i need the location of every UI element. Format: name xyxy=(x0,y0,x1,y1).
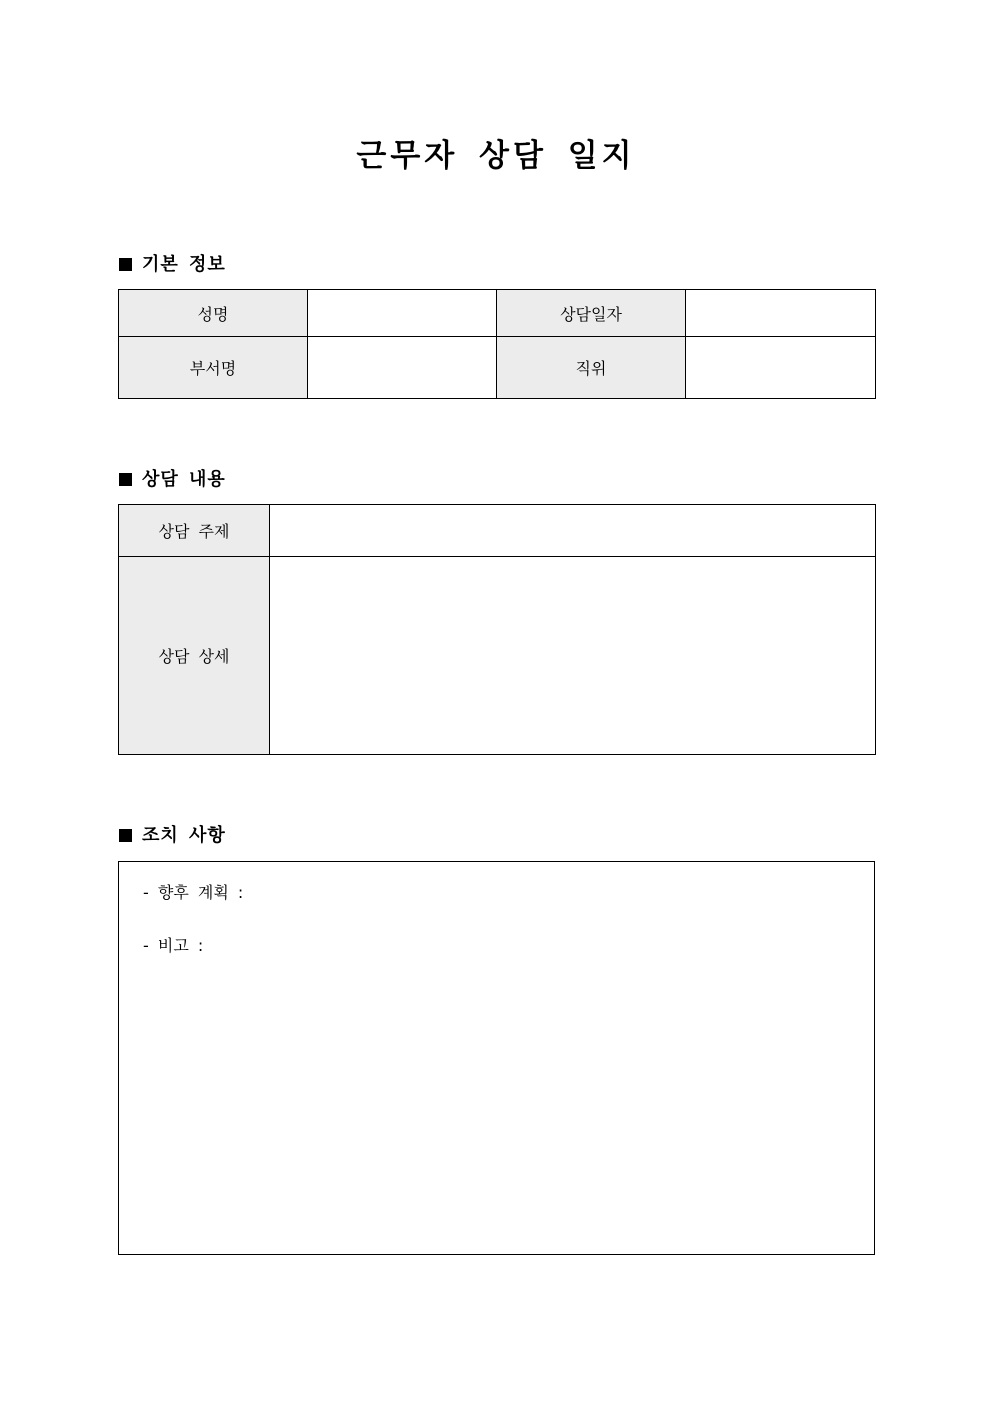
consultation-date-label: 상담일자 xyxy=(497,290,686,337)
basic-info-row xyxy=(119,337,876,399)
position-field[interactable] xyxy=(686,337,876,399)
consultation-row xyxy=(119,557,876,755)
section-heading-consultation-label: 상담 내용 xyxy=(142,469,226,490)
page-title: 근무자 상담 일지 xyxy=(356,138,636,174)
basic-info-row xyxy=(119,290,876,337)
actions-box[interactable] xyxy=(118,861,875,1255)
consultation-detail-label: 상담 상세 xyxy=(119,557,270,755)
future-plan-line: - 향후 계획 : xyxy=(143,883,244,902)
basic-info-table xyxy=(118,289,876,399)
consultation-row xyxy=(119,505,876,557)
consultation-detail-field[interactable] xyxy=(270,557,876,755)
section-heading-basic-info-label: 기본 정보 xyxy=(142,254,226,275)
section-heading-basic-info xyxy=(119,252,226,278)
section-heading-actions xyxy=(119,823,226,849)
name-field[interactable] xyxy=(308,290,497,337)
section-heading-actions-label: 조치 사항 xyxy=(142,825,226,846)
remarks-line: - 비고 : xyxy=(143,936,204,955)
square-bullet-icon xyxy=(119,473,132,486)
consultation-topic-label: 상담 주제 xyxy=(119,505,270,557)
square-bullet-icon xyxy=(119,258,132,271)
square-bullet-icon xyxy=(119,829,132,842)
department-field[interactable] xyxy=(308,337,497,399)
consultation-topic-field[interactable] xyxy=(270,505,876,557)
position-label: 직위 xyxy=(497,337,686,399)
consultation-table xyxy=(118,504,876,755)
name-label: 성명 xyxy=(119,290,308,337)
department-label: 부서명 xyxy=(119,337,308,399)
consultation-date-field[interactable] xyxy=(686,290,876,337)
section-heading-consultation xyxy=(119,467,226,493)
